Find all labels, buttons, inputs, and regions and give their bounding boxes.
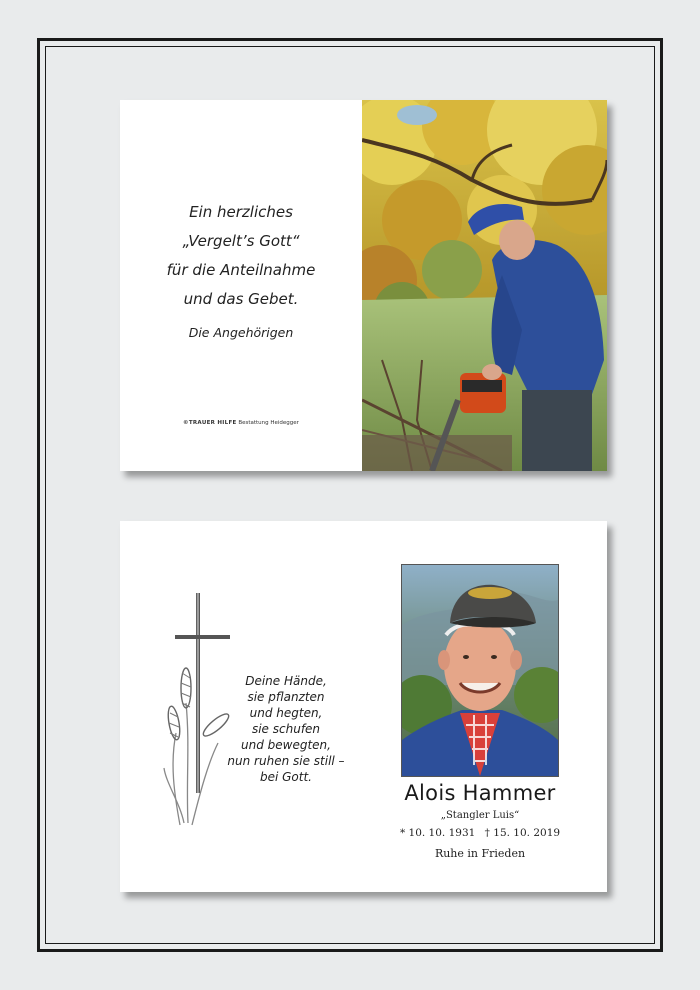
thanks-line: Ein herzliches [189,203,293,221]
thanks-line: und das Gebet. [183,290,299,308]
credit-brand: ©TRAUER HILFE [183,420,237,426]
thank-you-card [120,100,607,471]
deceased-nickname: „Stangler Luis“ [440,810,520,821]
poem-line: und bewegten, [241,738,331,752]
closing-words: Ruhe in Frieden [434,847,526,860]
poem-line: sie schufen [251,722,321,736]
thank-you-text [120,198,362,340]
memorial-poem [212,673,360,785]
publisher-credit [120,420,362,426]
photo-man-with-chainsaw [362,100,607,471]
birth-date: * 10. 10. 1931 [399,827,476,839]
poem-line: bei Gott. [259,770,312,784]
poem-line: Deine Hände, [245,674,327,688]
thanks-line: „Vergelt’s Gott“ [182,232,300,250]
poem-line: nun ruhen sie still – [227,754,345,768]
poem-line: und hegten, [249,706,323,720]
thanks-line: für die Anteilnahme [166,261,316,279]
deceased-name: Alois Hammer [404,781,556,805]
life-dates [370,827,590,839]
memorial-card [120,521,607,892]
death-date: † 15. 10. 2019 [484,827,561,839]
poem-line: sie pflanzten [247,690,325,704]
credit-text: Bestattung Heidegger [238,420,299,426]
signature: Die Angehörigen [188,325,294,340]
portrait-photo [402,565,558,776]
